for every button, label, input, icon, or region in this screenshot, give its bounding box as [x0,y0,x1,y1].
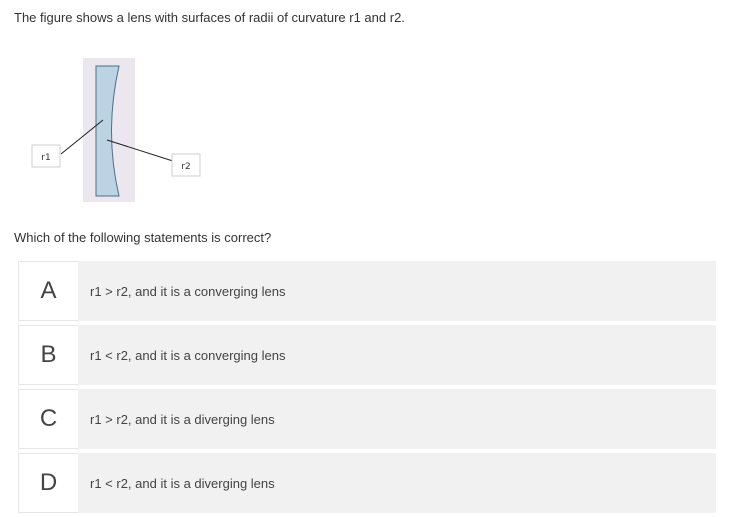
option-b[interactable] [18,325,716,385]
option-c[interactable] [18,389,716,449]
option-a-letter: A [18,261,78,321]
r1-label: r1 [41,153,51,163]
option-d-text: r1 < r2, and it is a diverging lens [78,453,716,513]
intro-text: The figure shows a lens with surfaces of radii of curvature r1 and r2. [14,10,405,25]
option-b-letter: B [18,325,78,385]
option-d[interactable] [18,453,716,513]
option-b-text: r1 < r2, and it is a converging lens [78,325,716,385]
answer-options [18,261,716,517]
r2-label: r2 [181,162,191,172]
option-c-text: r1 > r2, and it is a diverging lens [78,389,716,449]
option-a[interactable] [18,261,716,321]
lens-figure [30,56,210,206]
question-text: Which of the following statements is correct? [14,230,272,245]
option-c-letter: C [18,389,78,449]
option-a-text: r1 > r2, and it is a converging lens [78,261,716,321]
option-d-letter: D [18,453,78,513]
